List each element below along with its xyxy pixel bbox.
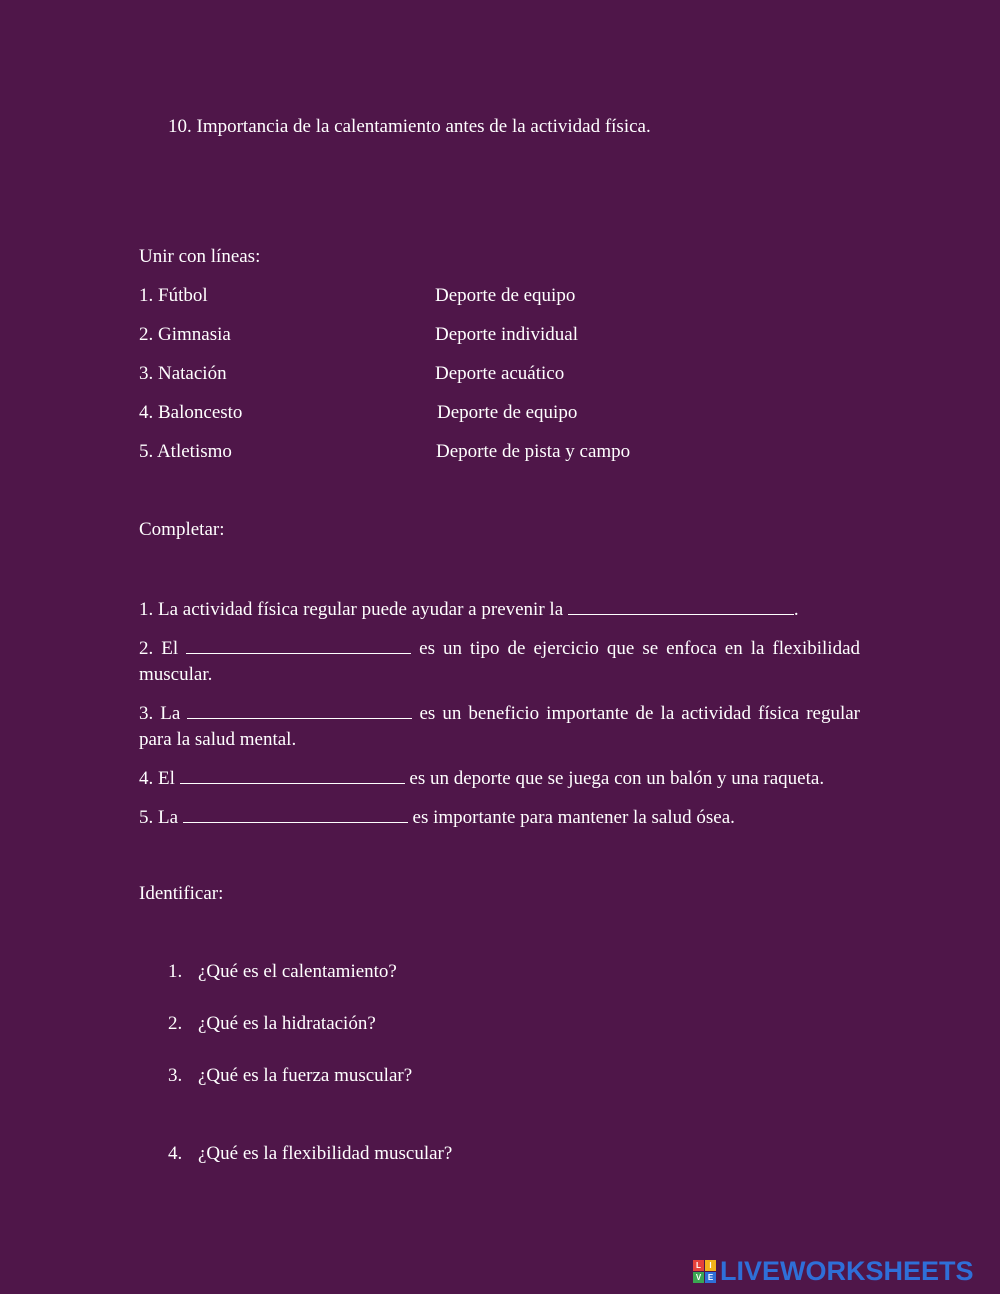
match-left-item: 2. Gimnasia [139,324,231,345]
intro-item: 10. Importancia de la calentamiento antes de la actividad física. [168,116,651,137]
answer-blank[interactable] [180,768,405,784]
logo-letter: I [705,1260,716,1271]
complete-item-before: 1. La actividad física regular puede ayudar a prevenir la [139,599,564,620]
identify-item-number: 3. [168,1065,183,1086]
identify-item [168,1143,452,1165]
complete-item-before: 5. La [139,807,179,828]
identify-item [168,1013,376,1035]
liveworksheets-logo[interactable] [693,1255,974,1286]
identify-item-number: 1. [168,961,183,982]
match-right-item: Deporte de equipo [437,402,578,423]
identify-item-text: ¿Qué es la fuerza muscular? [198,1065,413,1086]
complete-item-before: 2. El [139,638,179,659]
identify-item-text: ¿Qué es la hidratación? [198,1013,376,1034]
complete-item-before: 4. El [139,768,175,789]
complete-item [139,766,860,792]
complete-item [139,701,860,753]
complete-item [139,636,860,688]
match-right-item: Deporte de pista y campo [436,441,631,462]
complete-item-after: es importante para mantener la salud ósea. [412,807,735,828]
match-left-item: 5. Atletismo [139,441,232,462]
identify-item-text: ¿Qué es la flexibilidad muscular? [198,1143,453,1164]
logo-letter: E [705,1272,716,1283]
complete-item-before: 3. La [139,703,181,724]
match-left-item: 3. Natación [139,363,227,384]
complete-item-after: es un tipo de ejercicio que se enfoca en la flexibilidad muscular. [139,638,861,685]
complete-item-after: . [793,599,799,620]
match-right-item: Deporte de equipo [435,285,576,306]
answer-blank[interactable] [568,599,794,615]
complete-item-after: es un beneficio importante de la actividad física regular para la salud mental. [139,703,861,750]
identify-item-number: 4. [168,1143,183,1164]
complete-item [139,597,860,623]
match-left-item: 1. Fútbol [139,285,208,306]
identify-item [168,1065,412,1087]
match-right-item: Deporte acuático [435,363,565,384]
complete-item-after: es un deporte que se juega con un balón y una raqueta. [409,768,825,789]
complete-item [139,805,860,831]
identify-item-text: ¿Qué es el calentamiento? [198,961,397,982]
answer-blank[interactable] [183,807,408,823]
match-right-item: Deporte individual [435,324,578,345]
match-left-item: 4. Baloncesto [139,402,243,423]
logo-letter: V [693,1272,704,1283]
identify-item-number: 2. [168,1013,183,1034]
logo-mark-icon [693,1260,716,1283]
answer-blank[interactable] [186,638,411,654]
complete-title: Completar: [139,519,225,540]
identify-item [168,961,397,983]
match-title: Unir con líneas: [139,246,261,267]
answer-blank[interactable] [187,703,412,719]
logo-letter: L [693,1260,704,1271]
identify-title: Identificar: [139,883,224,904]
logo-text: LIVEWORKSHEETS [720,1255,974,1286]
